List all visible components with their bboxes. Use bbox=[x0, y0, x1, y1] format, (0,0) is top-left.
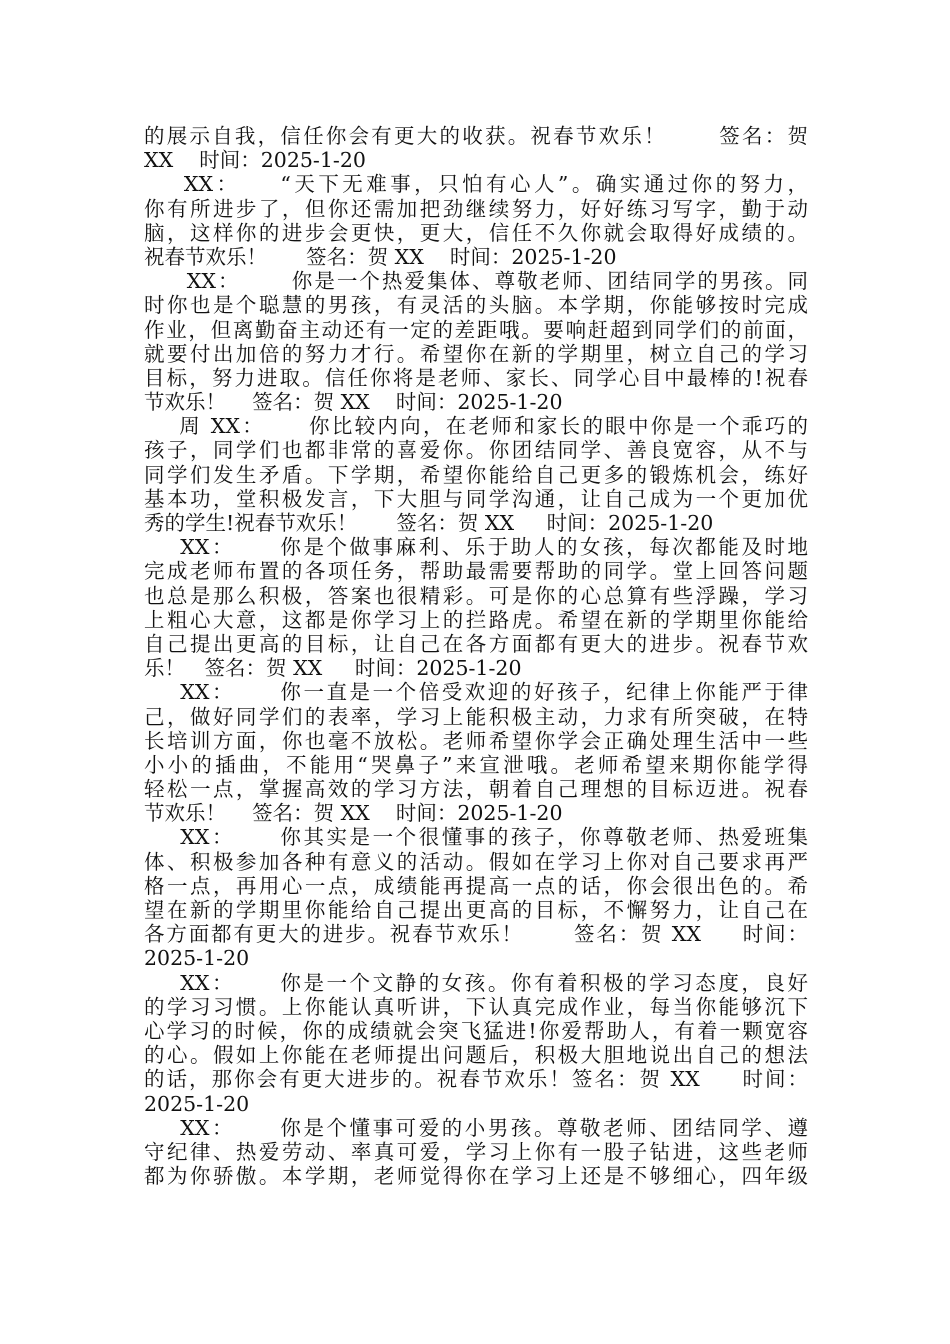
text-line: 心学习的时候，你的成绩就会突飞猛进!你爱帮助人，有着一颗宽容 bbox=[144, 1018, 808, 1043]
text-line: 的心。假如上你能在老师提出问题后，积极大胆地说出自己的想法 bbox=[144, 1043, 808, 1068]
text-line: 的展示自我，信任你会有更大的收获。祝春节欢乐！ 签名：贺 bbox=[144, 124, 808, 148]
text-line: 时你也是个聪慧的男孩，有灵活的头脑。本学期，你能够按时完成 bbox=[144, 293, 808, 318]
text-line: 完成老师布置的各项任务，帮助最需要帮助的同学。堂上回答问题 bbox=[144, 559, 808, 584]
text-line: 的学习习惯。上你能认真听讲，下认真完成作业，每当你能够沉下 bbox=[144, 994, 808, 1019]
text-line: 2025-1-20 bbox=[144, 1091, 250, 1116]
text-line: 自己提出更高的目标，让自己在各方面都有更大的进步。祝春节欢 bbox=[144, 631, 808, 656]
document-body bbox=[144, 124, 808, 1188]
text-line: 长培训方面，你也毫不放松。老师希望你学会正确处理生活中一些 bbox=[144, 728, 808, 753]
text-line: 同学们发生矛盾。下学期，希望你能给自己更多的锻炼机会，练好 bbox=[144, 462, 808, 487]
text-line: 2025-1-20 bbox=[144, 946, 250, 971]
text-line: 乐！ 签名：贺 XX 时间：2025-1-20 bbox=[144, 656, 522, 681]
text-line: 脑，这样你的进步会更快，更大，信任不久你就会取得好成绩的。 bbox=[144, 220, 808, 245]
text-line: 节欢乐！ 签名：贺 XX 时间：2025-1-20 bbox=[144, 390, 563, 415]
text-line: 周 XX： 你比较内向，在老师和家长的眼中你是一个乖巧的 bbox=[144, 414, 808, 439]
text-line: 就要付出加倍的努力才行。希望你在新的学期里，树立自己的学习 bbox=[144, 341, 808, 366]
text-line: 轻松一点，掌握高效的学习方法，朝着自己理想的目标迈进。祝春 bbox=[144, 777, 808, 802]
text-line: 小小的插曲，不能用“哭鼻子”来宣泄哦。老师希望来期你能学得 bbox=[144, 752, 808, 777]
text-line: XX： 你是个做事麻利、乐于助人的女孩，每次都能及时地 bbox=[144, 535, 808, 560]
text-line: XX： 你一直是一个倍受欢迎的好孩子，纪律上你能严于律 bbox=[144, 680, 808, 705]
text-line: XX： 你是一个文静的女孩。你有着积极的学习态度，良好 bbox=[144, 970, 808, 995]
text-line: 己，做好同学们的表率，学习上能积极主动，力求有所突破，在特 bbox=[144, 704, 808, 729]
text-line: 基本功，堂积极发言，下大胆与同学沟通，让自己成为一个更加优 bbox=[144, 486, 808, 511]
text-line: 体、积极参加各种有意义的活动。假如在学习上你对自己要求再严 bbox=[144, 849, 808, 874]
text-line: XX： 你其实是一个很懂事的孩子，你尊敬老师、热爱班集 bbox=[144, 825, 808, 850]
text-line: XX 时间：2025-1-20 bbox=[144, 148, 366, 173]
text-line: 节欢乐！ 签名：贺 XX 时间：2025-1-20 bbox=[144, 801, 563, 826]
text-line: 望在新的学期里你能给自己提出更高的目标，不懈努力，让自己在 bbox=[144, 898, 808, 922]
text-line: 秀的学生!祝春节欢乐！ 签名：贺 XX 时间：2025-1-20 bbox=[144, 511, 714, 535]
text-line: 孩子，同学们也都非常的喜爱你。你团结同学、善良宽容，从不与 bbox=[144, 438, 808, 463]
text-line: 都为你骄傲。本学期，老师觉得你在学习上还是不够细心，四年级 bbox=[144, 1164, 808, 1189]
text-line: 上粗心大意，这都是你学习上的拦路虎。希望在新的学期里你能给 bbox=[144, 607, 808, 632]
text-line: 目标，努力进取。信任你将是老师、家长、同学心目中最棒的!祝春 bbox=[144, 365, 808, 390]
text-line: XX： 你是一个热爱集体、尊敬老师、团结同学的男孩。同 bbox=[144, 269, 808, 294]
text-line: 的话，那你会有更大进步的。祝春节欢乐！签名：贺 XX 时间： bbox=[144, 1067, 808, 1092]
text-line: 祝春节欢乐！ 签名：贺 XX 时间：2025-1-20 bbox=[144, 244, 617, 269]
text-line: XX： “天下无难事，只怕有心人”。确实通过你的努力， bbox=[144, 172, 808, 197]
text-line: 你有所进步了，但你还需加把劲继续努力，好好练习写字，勤于动 bbox=[144, 196, 808, 221]
text-line: 也总是那么积极，答案也很精彩。可是你的心总算有些浮躁，学习 bbox=[144, 583, 808, 608]
text-line: 各方面都有更大的进步。祝春节欢乐！ 签名：贺 XX 时间： bbox=[144, 922, 808, 947]
text-line: XX： 你是个懂事可爱的小男孩。尊敬老师、团结同学、遵 bbox=[144, 1115, 808, 1140]
text-line: 作业，但离勤奋主动还有一定的差距哦。要响赶超到同学们的前面， bbox=[144, 317, 808, 342]
text-line: 守纪律、热爱劳动、率真可爱，学习上你有一股子钻进，这些老师 bbox=[144, 1139, 808, 1164]
text-line: 格一点，再用心一点，成绩能再提高一点的话，你会很出色的。希 bbox=[144, 873, 808, 898]
